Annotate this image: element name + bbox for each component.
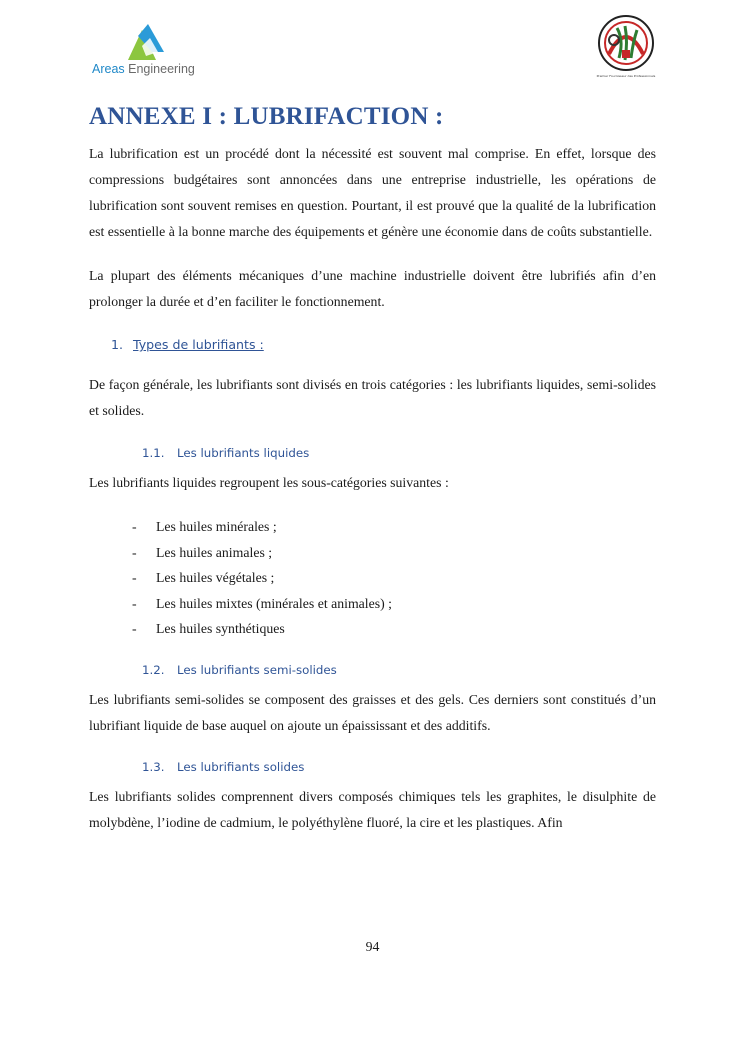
logo-word-areas: Areas — [92, 62, 125, 76]
bullet-dash: - — [132, 595, 137, 611]
triangle-logo-icon — [114, 22, 174, 62]
paragraph-categories: De façon générale, les lubrifiants sont divisés en trois catégories : les lubrifiants liquides, semi-solides et solides. — [89, 377, 656, 418]
areas-engineering-logo — [92, 22, 202, 80]
paragraph-semi-solides: Les lubrifiants semi-solides se composent des graisses et des gels. Ces derniers sont constitués d’un lubrifiant liquide de base auquel on ajoute un épaississant et des additifs. — [89, 691, 656, 733]
list-item — [89, 591, 656, 617]
page-title: ANNEXE I : LUBRIFACTION : — [89, 103, 444, 130]
section-title: Types de lubrifiants : — [133, 337, 264, 352]
subsection-heading-solides — [142, 760, 656, 774]
subsection-title: Les lubrifiants solides — [177, 759, 305, 774]
logo-word-engineering: Engineering — [128, 62, 195, 76]
list-item-text: Les huiles synthétiques — [156, 621, 285, 637]
subsection-title: Les lubrifiants semi-solides — [177, 662, 337, 677]
list-item — [89, 616, 656, 642]
list-item — [89, 540, 656, 566]
oil-list — [89, 514, 656, 642]
list-item-text: Les huiles minérales ; — [156, 519, 277, 534]
paragraph-intro: La lubrification est un procédé dont la nécessité est souvent mal comprise. En effet, lorsque des compressions budgétaires sont annoncées dans une entreprise industrielle, les opérations de lubrification sont souvent remises en question. Pourtant, il est prouvé que la qualité de la lubrification est essentielle à la bonne marche des équipements et génère une économie dans de coûts substantielle. — [89, 146, 656, 239]
section-number: 1. — [111, 337, 124, 352]
list-item-text: Les huiles animales ; — [156, 544, 273, 560]
section-heading-types — [111, 337, 656, 352]
subsection-title: Les lubrifiants liquides — [177, 446, 310, 460]
seal-icon — [595, 14, 657, 74]
bullet-dash: - — [132, 621, 137, 637]
subsection-number: 1.1. — [142, 446, 165, 460]
paragraph-liquides: Les lubrifiants liquides regroupent les sous-catégories suivantes : — [89, 475, 449, 490]
logo-wordmark — [92, 62, 195, 76]
seal-caption: Premier Fournisseur des Professionnels — [596, 74, 656, 78]
subsection-number: 1.2. — [142, 662, 165, 677]
subsection-heading-semi-solides — [142, 663, 656, 677]
list-item — [89, 514, 656, 540]
paragraph-solides: Les lubrifiants solides comprennent divers composés chimiques tels les graphites, le disulphite de molybdène, l’iodine de cadmium, le polyéthylène fluoré, la cire et les plastiques. Afin — [89, 788, 656, 830]
bullet-dash: - — [132, 544, 137, 560]
page-number: 94 — [365, 939, 380, 954]
bullet-dash: - — [132, 519, 137, 534]
paragraph-elements: La plupart des éléments mécaniques d’une machine industrielle doivent être lubrifiés afin d’en prolonger la durée et d’en faciliter le fonctionnement. — [89, 268, 656, 309]
subsection-heading-liquides — [142, 446, 656, 460]
page-content — [89, 103, 656, 836]
bullet-dash: - — [132, 570, 137, 586]
subsection-number: 1.3. — [142, 759, 165, 774]
list-item — [89, 565, 656, 591]
company-seal-logo — [595, 14, 657, 80]
list-item-text: Les huiles végétales ; — [156, 570, 275, 586]
list-item-text: Les huiles mixtes (minérales et animales) ; — [156, 595, 393, 611]
